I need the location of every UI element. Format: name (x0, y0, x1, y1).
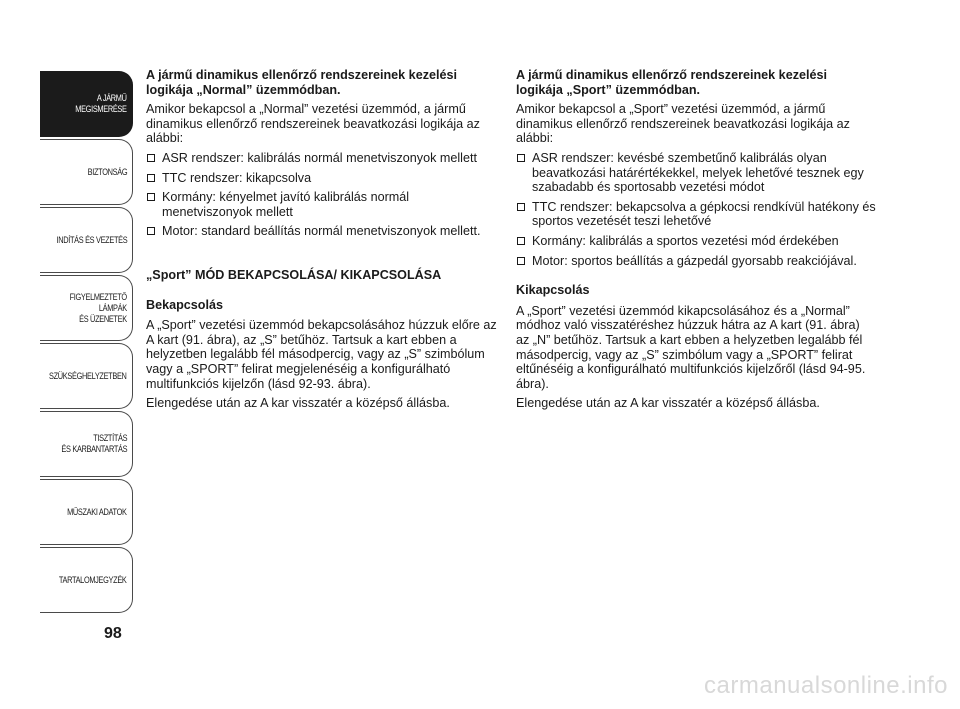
right-intro: Amikor bekapcsol a „Sport” vezetési üzemmód, a jármű dinamikus ellenőrző rendszereinek beavatkozási logikája az alábbi: (516, 102, 850, 146)
left-heading: A jármű dinamikus ellenőrző rendszereinek kezelési logikája „Normal” üzemmódban. (146, 68, 458, 97)
section-title: „Sport” MÓD BEKAPCSOLÁSA/ KIKAPCSOLÁSA (146, 267, 442, 282)
tab-label: TARTALOMJEGYZÉK (59, 574, 127, 585)
tab-technical-data[interactable] (40, 479, 133, 545)
tab-vehicle-overview[interactable] (40, 71, 133, 137)
watermark: carmanualsonline.info (704, 672, 948, 699)
tab-label: TISZTÍTÁS ÉS KARBANTARTÁS (61, 433, 127, 454)
right-column (516, 68, 876, 416)
list-item: TTC rendszer: kikapcsolva (146, 171, 498, 186)
tab-starting-driving[interactable] (40, 207, 133, 273)
tab-label: FIGYELMEZTETŐ LÁMPÁK ÉS ÜZENETEK (69, 291, 127, 324)
tab-index[interactable] (40, 547, 133, 613)
tab-safety[interactable] (40, 139, 133, 205)
tab-label: INDÍTÁS ÉS VEZETÉS (56, 234, 127, 245)
tab-label: MŰSZAKI ADATOK (67, 506, 127, 517)
left-bullet-list (146, 151, 498, 239)
list-item: Motor: sportos beállítás a gázpedál gyorsabb reakciójával. (516, 254, 876, 269)
right-paragraph: A „Sport” vezetési üzemmód kikapcsolásához és a „Normal” módhoz való visszatéréshez húzzuk hátra az A kart (91. ábra) az „N” betűhöz. Tartsuk a kart ebben a helyzetben legalább fél másodpercig, vagy az „S” szimbólum vagy a „SPORT” felirat eltűnéséig a konfigurálható multifunkciós kijelzőről (lásd 94-95. ábra). (516, 303, 866, 391)
list-item: Motor: standard beállítás normál menetviszonyok mellett. (146, 224, 498, 239)
list-item: Kormány: kalibrálás a sportos vezetési mód érdekében (516, 234, 876, 249)
list-item: TTC rendszer: bekapcsolva a gépkocsi rendkívül hatékony és sportos vezetését teszi lehetővé (516, 200, 876, 229)
tab-label: A JÁRMŰ MEGISMERÉSE (75, 93, 127, 114)
spacer (146, 244, 498, 268)
spacer (516, 273, 876, 283)
subheading-enable: Bekapcsolás (146, 297, 224, 312)
subheading-disable: Kikapcsolás (516, 283, 590, 298)
page-number: 98 (104, 625, 122, 642)
list-item: ASR rendszer: kevésbé szembetűnő kalibrálás olyan beavatkozási határértékekkel, melyek lehetővé tesznek egy szabadabb és sportosabb vezetési módot (516, 151, 876, 195)
list-item: ASR rendszer: kalibrálás normál menetviszonyok mellett (146, 151, 498, 166)
tab-label: BIZTONSÁG (87, 166, 127, 177)
left-intro: Amikor bekapcsol a „Normal” vezetési üzemmód, a jármű dinamikus ellenőrző rendszereinek beavatkozási logikája az alábbi: (146, 102, 480, 146)
left-paragraph: A „Sport” vezetési üzemmód bekapcsolásához húzzuk előre az A kart (91. ábra), az „S” betűhöz. Tartsuk a kart ebben a helyzetben legalább fél másodpercig, vagy az „S” szimbólum vagy a „SPORT” felirat megjelenéséig a konfigurálható multifunkciós kijelzőn (lásd 92-93. ábra). (146, 318, 497, 391)
list-item: Kormány: kényelmet javító kalibrálás normál menetviszonyok mellett (146, 190, 498, 219)
tab-maintenance[interactable] (40, 411, 133, 477)
spacer (146, 288, 498, 298)
right-bullet-list (516, 151, 876, 268)
right-heading: A jármű dinamikus ellenőrző rendszereinek kezelési logikája „Sport” üzemmódban. (516, 68, 828, 97)
tab-warning-lights[interactable] (40, 275, 133, 341)
left-paragraph: Elengedése után az A kar visszatér a középső állásba. (146, 396, 450, 411)
chapter-tabs (40, 71, 133, 615)
tab-label: SZÜKSÉGHELYZETBEN (49, 370, 127, 381)
tab-emergency[interactable] (40, 343, 133, 409)
left-column (146, 68, 498, 416)
right-paragraph: Elengedése után az A kar visszatér a középső állásba. (516, 396, 820, 411)
